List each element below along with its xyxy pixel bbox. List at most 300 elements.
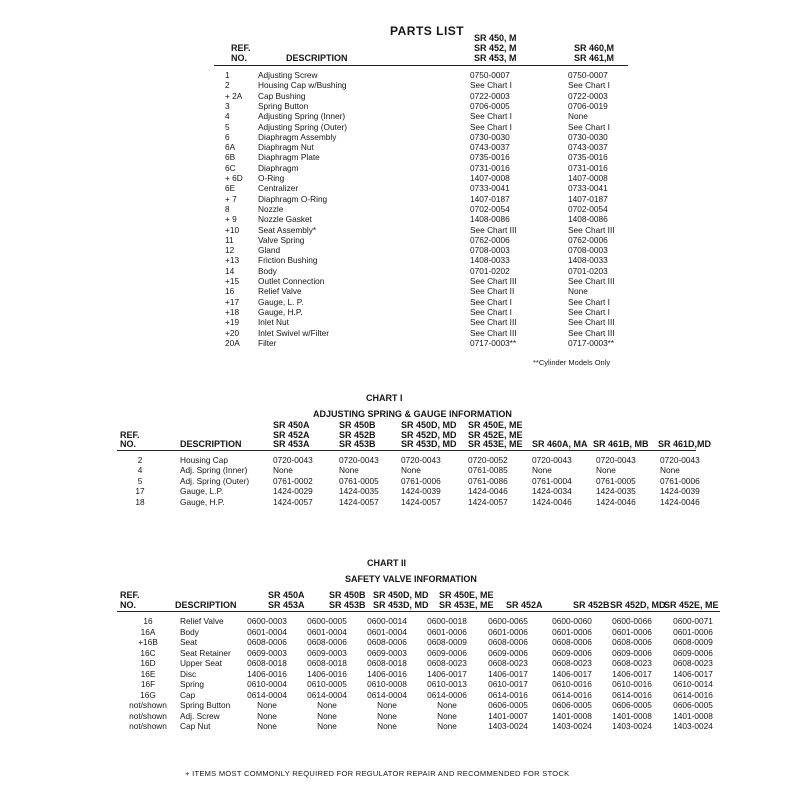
part-description: Gauge, L.P. — [180, 486, 224, 497]
ref-no: 5 — [225, 121, 230, 132]
part-description: Seat — [180, 637, 198, 647]
part-number: 0720-0043 — [532, 455, 572, 465]
part-number: 1407-0008 — [470, 173, 510, 183]
part-number: None — [257, 710, 277, 721]
part-number: 1424-0057 — [401, 496, 441, 507]
ref-no: 16G — [140, 689, 156, 700]
part-description: Diaphragm O-Ring — [258, 193, 328, 204]
part-number: 0609-0003 — [367, 647, 407, 658]
part-number: 0720-0043 — [401, 455, 441, 465]
part-description: Adjusting Screw — [258, 70, 318, 80]
part-number: 0600-0065 — [488, 616, 528, 626]
part-number: 0606-0005 — [612, 700, 652, 710]
ref-no: 1 — [225, 70, 230, 80]
ref-no: + 9 — [225, 214, 237, 225]
ref-no: 6 — [225, 131, 230, 142]
part-number: 0609-0006 — [488, 647, 528, 658]
part-number: 1424-0034 — [532, 486, 572, 497]
chart-i-column-header: SR 452B — [339, 429, 376, 440]
part-number: 0702-0054 — [470, 203, 510, 214]
chart-ii-column-header: NO. — [120, 600, 137, 610]
part-number: 0601-0006 — [673, 626, 713, 637]
ref-no: +20 — [225, 327, 240, 338]
part-number: 0733-0041 — [470, 183, 510, 194]
part-number: 0610-0013 — [427, 679, 467, 689]
chart-i-column-header: SR 453D, MD — [401, 439, 457, 449]
part-number: 1406-0017 — [673, 668, 713, 679]
part-description: Cap Nut — [180, 721, 211, 731]
ref-no: not/shown — [129, 700, 167, 710]
part-number: 0610-0008 — [367, 679, 407, 689]
part-number: None — [377, 721, 397, 731]
part-description: Adj. Spring (Outer) — [180, 475, 250, 486]
part-description: O-Ring — [258, 173, 285, 183]
part-number: 0743-0037 — [568, 142, 608, 153]
part-number: 0600-0018 — [427, 616, 467, 626]
part-number: 1403-0024 — [673, 721, 713, 731]
part-description: Inlet Swivel w/Filter — [258, 327, 330, 338]
part-number: 0731-0016 — [470, 162, 510, 173]
description-header: DESCRIPTION — [286, 53, 348, 63]
ref-header: NO. — [231, 53, 248, 63]
part-number: 0717-0003** — [568, 337, 615, 348]
part-number: None — [532, 465, 552, 476]
part-number: None — [339, 465, 359, 476]
part-number: 1424-0046 — [660, 496, 700, 507]
ref-no: 14 — [225, 265, 235, 276]
part-number: 0608-0023 — [488, 658, 528, 668]
chart-ii-column-header: SR 452B — [573, 600, 610, 610]
part-description: Gauge, L. P. — [258, 296, 304, 307]
ref-no: 20A — [225, 337, 240, 348]
part-number: 0610-0016 — [612, 679, 652, 689]
part-number: See Chart I — [568, 306, 610, 317]
ref-no: 3 — [225, 100, 230, 111]
ref-no: 6E — [225, 183, 236, 194]
part-number: 0720-0043 — [339, 455, 379, 465]
ref-no: 17 — [135, 486, 145, 497]
part-number: 0614-0016 — [552, 689, 592, 700]
part-number: See Chart III — [470, 327, 517, 338]
part-number: 0761-0006 — [660, 475, 700, 486]
part-number: 0702-0054 — [568, 203, 608, 214]
ref-no: + 7 — [225, 193, 237, 204]
stock-recommendation-footnote: + ITEMS MOST COMMONLY REQUIRED FOR REGULATOR REPAIR AND RECOMMENDED FOR STOCK — [185, 769, 570, 778]
chart-ii-column-header: REF. — [120, 590, 140, 600]
ref-no: +10 — [225, 224, 240, 235]
part-number: None — [401, 465, 421, 476]
chart-ii-column-header: SR 450A — [268, 590, 305, 600]
part-description: Nozzle Gasket — [258, 214, 312, 225]
part-number: 0761-0002 — [273, 475, 313, 486]
chart-ii-column-header: SR 453A — [268, 600, 305, 610]
model-header-sr450: SR 453, M — [474, 53, 517, 63]
part-number: See Chart III — [470, 224, 517, 235]
part-number: None — [660, 465, 680, 476]
part-number: 0761-0006 — [401, 475, 441, 486]
chart-ii-column-header: SR 452E, ME — [664, 600, 719, 610]
part-description: Spring — [180, 679, 204, 689]
part-number: 0614-0004 — [247, 689, 287, 700]
part-number: 0706-0005 — [470, 100, 510, 111]
ref-no: 6B — [225, 152, 236, 163]
part-number: None — [257, 721, 277, 731]
part-number: 0608-0023 — [673, 658, 713, 668]
part-number: 0708-0003 — [568, 245, 608, 256]
part-number: 0614-0016 — [673, 689, 713, 700]
part-number: None — [273, 465, 293, 476]
part-number: None — [377, 710, 397, 721]
part-number: 0614-0016 — [612, 689, 652, 700]
part-number: 1424-0039 — [660, 486, 700, 497]
part-description: Spring Button — [180, 700, 231, 710]
part-number: 1403-0024 — [488, 721, 528, 731]
part-description: Diaphragm Nut — [258, 142, 314, 153]
part-number: 0610-0004 — [247, 679, 287, 689]
ref-no: 18 — [135, 496, 145, 507]
part-number: 0762-0006 — [568, 234, 608, 245]
part-number: See Chart I — [568, 296, 610, 307]
part-number: 0601-0004 — [247, 626, 287, 637]
part-description: Disc — [180, 668, 197, 679]
part-number: None — [568, 286, 588, 297]
part-number: 0606-0005 — [673, 700, 713, 710]
part-number: 0608-0006 — [552, 637, 592, 647]
chart-ii-column-header: SR 453D, MD — [373, 600, 429, 610]
part-number: 0761-0005 — [339, 475, 379, 486]
part-description: Gauge, H.P. — [180, 496, 225, 507]
part-description: Diaphragm — [258, 162, 299, 173]
part-number: See Chart I — [470, 121, 512, 132]
part-number: 1424-0057 — [273, 496, 313, 507]
part-number: 0608-0006 — [612, 637, 652, 647]
part-number: 0601-0006 — [552, 626, 592, 637]
part-number: 1408-0033 — [568, 255, 608, 266]
part-number: See Chart I — [470, 296, 512, 307]
ref-no: 6C — [225, 162, 236, 173]
part-number: 0720-0052 — [468, 455, 508, 465]
part-description: Gauge, H.P. — [258, 306, 303, 317]
part-number: 1424-0057 — [468, 496, 508, 507]
part-number: 0614-0006 — [427, 689, 467, 700]
part-number: 0606-0005 — [488, 700, 528, 710]
ref-no: +17 — [225, 296, 240, 307]
part-number: 1406-0016 — [247, 668, 287, 679]
part-number: 0601-0006 — [427, 626, 467, 637]
part-number: 0761-0085 — [468, 465, 508, 476]
part-number: 0600-0066 — [612, 616, 652, 626]
part-number: 1424-0035 — [596, 486, 636, 497]
part-number: 0610-0014 — [673, 679, 713, 689]
part-number: 0730-0030 — [568, 131, 608, 142]
part-description: Seat Retainer — [180, 647, 231, 658]
ref-no: 16D — [140, 658, 156, 668]
part-number: See Chart III — [568, 224, 615, 235]
part-description: Adjusting Spring (Outer) — [258, 121, 348, 132]
part-number: 0735-0016 — [470, 152, 510, 163]
part-number: 0608-0023 — [612, 658, 652, 668]
chart-ii-column-header: SR 452A — [506, 600, 543, 610]
ref-no: 11 — [225, 234, 234, 245]
ref-no: 8 — [225, 203, 230, 214]
part-number: 0601-0006 — [488, 626, 528, 637]
part-number: 0614-0004 — [307, 689, 347, 700]
ref-no: +15 — [225, 276, 240, 286]
ref-no: 16 — [225, 286, 235, 297]
model-header-sr460: SR 460,M — [574, 43, 615, 53]
part-number: See Chart III — [470, 276, 517, 286]
chart-ii-column-header: DESCRIPTION — [175, 600, 237, 610]
chart-ii-subtitle: SAFETY VALVE INFORMATION — [345, 574, 477, 584]
part-number: 0722-0003 — [470, 90, 510, 101]
chart-ii-header-rule — [117, 611, 720, 612]
part-number: 1407-0187 — [568, 193, 608, 204]
part-number: 0608-0006 — [247, 637, 287, 647]
part-number: 0608-0023 — [552, 658, 592, 668]
part-number: 0608-0006 — [307, 637, 347, 647]
ref-no: +18 — [225, 306, 240, 317]
part-description: Filter — [258, 337, 277, 348]
part-number: See Chart III — [568, 327, 615, 338]
part-description: Spring Button — [258, 100, 309, 111]
part-number: 1407-0187 — [470, 193, 510, 204]
part-number: 1401-0008 — [552, 710, 592, 721]
part-description: Adj. Spring (Inner) — [180, 465, 248, 476]
part-number: 1424-0046 — [532, 496, 572, 507]
chart-ii-column-header: SR 450E, ME — [439, 590, 494, 600]
chart-i-column-header: DESCRIPTION — [180, 439, 242, 449]
part-description: Gland — [258, 245, 281, 256]
part-number: None — [568, 111, 588, 122]
ref-no: + 6D — [225, 173, 243, 183]
ref-no: +13 — [225, 255, 240, 266]
part-description: Nozzle — [258, 203, 284, 214]
part-number: 1406-0017 — [612, 668, 652, 679]
chart-i-column-header: REF. — [120, 429, 140, 440]
part-number: 0600-0071 — [673, 616, 713, 626]
part-number: None — [437, 700, 457, 710]
chart-ii-column-header: SR 450D, MD — [373, 590, 429, 600]
part-number: 0750-0007 — [470, 70, 510, 80]
part-number: 0608-0018 — [367, 658, 407, 668]
chart-ii-column-header: SR 453B — [329, 600, 366, 610]
part-number: 0762-0006 — [470, 234, 510, 245]
chart-i-column-header: SR 461B, MB — [593, 439, 649, 449]
part-number: 0730-0030 — [470, 131, 510, 142]
model-header-sr460: SR 461,M — [574, 53, 615, 63]
chart-i-column-header: SR 453E, ME — [468, 439, 523, 449]
chart-ii-column-header: SR 453E, ME — [439, 600, 494, 610]
part-description: Body — [258, 265, 277, 276]
part-number: 1424-0046 — [468, 486, 508, 497]
part-number: None — [437, 710, 457, 721]
part-number: 1406-0016 — [367, 668, 407, 679]
chart-i-column-header: SR 460A, MA — [532, 439, 588, 449]
part-number: 0600-0003 — [247, 616, 287, 626]
part-number: 1424-0035 — [339, 486, 379, 497]
part-description: Relief Valve — [180, 616, 224, 626]
part-number: See Chart I — [568, 80, 610, 91]
chart-i-column-header: SR 453B — [339, 439, 376, 449]
part-description: Housing Cap — [180, 455, 228, 465]
model-header-sr450: SR 452, M — [474, 43, 517, 53]
part-number: 0600-0005 — [307, 616, 347, 626]
part-number: See Chart I — [568, 121, 610, 132]
part-number: 0701-0203 — [568, 265, 608, 276]
part-number: 0608-0009 — [673, 637, 713, 647]
part-number: 0600-0014 — [367, 616, 407, 626]
part-number: 1407-0008 — [568, 173, 608, 183]
part-description: Adj. Screw — [180, 710, 220, 721]
part-number: 0609-0006 — [552, 647, 592, 658]
part-number: 0610-0016 — [552, 679, 592, 689]
part-description: Outlet Connection — [258, 276, 325, 286]
part-number: None — [596, 465, 616, 476]
ref-no: + 2A — [225, 90, 243, 101]
part-description: Adjusting Spring (Inner) — [258, 111, 346, 122]
ref-no: 4 — [225, 111, 230, 122]
part-number: 1424-0039 — [401, 486, 441, 497]
part-number: 0601-0006 — [612, 626, 652, 637]
chart-i-header-rule — [117, 450, 696, 451]
part-description: Cap Bushing — [258, 90, 306, 101]
part-number: 0735-0016 — [568, 152, 608, 163]
part-description: Centralizer — [258, 183, 299, 194]
ref-no: 2 — [137, 455, 143, 465]
part-number: 0720-0043 — [273, 455, 313, 465]
part-number: 1401-0008 — [673, 710, 713, 721]
part-description: Friction Bushing — [258, 255, 318, 266]
parts-list-header-rule — [214, 65, 628, 66]
part-number: 0761-0086 — [468, 475, 508, 486]
ref-no: 16F — [140, 679, 156, 689]
ref-no: 16E — [140, 668, 156, 679]
part-number: 1401-0007 — [488, 710, 528, 721]
part-number: 0606-0005 — [552, 700, 592, 710]
part-number: 1406-0017 — [552, 668, 592, 679]
part-number: 1424-0046 — [596, 496, 636, 507]
chart-i-column-header: SR 461D,MD — [658, 439, 712, 449]
chart-i-column-header: SR 450E, ME — [468, 420, 523, 430]
part-number: 0750-0007 — [568, 70, 608, 80]
part-description: Housing Cap w/Bushing — [258, 80, 347, 91]
part-number: None — [317, 710, 337, 721]
part-number: None — [257, 700, 277, 710]
part-number: 0608-0018 — [247, 658, 287, 668]
part-number: 1403-0024 — [612, 721, 652, 731]
part-number: See Chart I — [470, 306, 512, 317]
part-number: 1401-0008 — [612, 710, 652, 721]
part-number: 1424-0057 — [339, 496, 379, 507]
part-description: Seat Assembly* — [258, 224, 317, 235]
ref-no: +19 — [225, 317, 240, 328]
chart-ii-column-header: SR 450B — [329, 590, 366, 600]
part-number: 0609-0006 — [612, 647, 652, 658]
chart-i-subtitle: ADJUSTING SPRING & GAUGE INFORMATION — [313, 409, 512, 419]
part-number: 0608-0009 — [427, 637, 467, 647]
part-number: 0701-0202 — [470, 265, 510, 276]
ref-no: +16B — [138, 637, 158, 647]
ref-no: 16A — [140, 626, 156, 637]
part-number: 0720-0043 — [660, 455, 700, 465]
chart-i-title: CHART I — [366, 393, 403, 403]
part-number: See Chart I — [470, 111, 512, 122]
ref-no: 16 — [143, 616, 153, 626]
part-description: Relief Valve — [258, 286, 302, 297]
part-number: 0614-0016 — [488, 689, 528, 700]
parts-list-title: PARTS LIST — [390, 24, 465, 38]
part-number: 0720-0043 — [596, 455, 636, 465]
ref-no: 5 — [137, 475, 143, 486]
part-number: 1406-0017 — [427, 668, 467, 679]
part-number: 0610-0005 — [307, 679, 347, 689]
part-number: 1403-0024 — [552, 721, 592, 731]
part-number: See Chart I — [470, 80, 512, 91]
model-header-sr450: SR 450, M — [474, 33, 517, 43]
part-number: 0733-0041 — [568, 183, 608, 194]
ref-header: REF. — [231, 43, 251, 53]
part-number: 0601-0004 — [307, 626, 347, 637]
part-description: Cap — [180, 689, 196, 700]
ref-no: not/shown — [129, 721, 167, 731]
part-number: See Chart III — [568, 317, 615, 328]
part-number: None — [317, 700, 337, 710]
part-number: 1424-0029 — [273, 486, 313, 497]
part-number: See Chart III — [568, 276, 615, 286]
chart-ii-column-header: SR 452D, MD — [610, 600, 666, 610]
chart-i-column-header: SR 450B — [339, 420, 376, 430]
part-number: 0614-0004 — [367, 689, 407, 700]
part-number: None — [317, 721, 337, 731]
part-number: 0609-0003 — [247, 647, 287, 658]
part-number: 0743-0037 — [470, 142, 510, 153]
part-number: 0610-0017 — [488, 679, 528, 689]
chart-i-column-header: NO. — [120, 439, 137, 449]
ref-no: 6A — [225, 142, 236, 153]
part-number: 1408-0086 — [568, 214, 608, 225]
part-number: None — [377, 700, 397, 710]
part-description: Valve Spring — [258, 234, 305, 245]
chart-i-column-header: SR 452A — [273, 429, 310, 440]
part-number: 0609-0006 — [673, 647, 713, 658]
part-number: 1408-0086 — [470, 214, 510, 225]
part-description: Diaphragm Assembly — [258, 131, 337, 142]
part-number: 0731-0016 — [568, 162, 608, 173]
part-number: 0600-0060 — [552, 616, 592, 626]
part-number: See Chart III — [470, 317, 517, 328]
chart-ii-title: CHART II — [367, 558, 406, 568]
chart-i-column-header: SR 452D, MD — [401, 429, 457, 440]
part-number: 0608-0023 — [427, 658, 467, 668]
part-number: 1406-0016 — [307, 668, 347, 679]
chart-i-column-header: SR 450A — [273, 420, 310, 430]
ref-no: 12 — [225, 245, 235, 256]
part-number: See Chart II — [470, 286, 515, 297]
part-number: 0761-0005 — [596, 475, 636, 486]
cylinder-models-note: **Cylinder Models Only — [533, 358, 611, 367]
part-number: 0761-0004 — [532, 475, 572, 486]
part-number: None — [437, 721, 457, 731]
chart-i-column-header: SR 450D, MD — [401, 420, 457, 430]
part-number: 0722-0003 — [568, 90, 608, 101]
part-description: Diaphragm Plate — [258, 152, 320, 163]
ref-no: 2 — [225, 80, 230, 91]
part-description: Inlet Nut — [258, 317, 289, 328]
part-number: 0608-0006 — [367, 637, 407, 647]
part-number: 1406-0017 — [488, 668, 528, 679]
chart-i-column-header: SR 452E, ME — [468, 429, 523, 440]
part-number: 1408-0033 — [470, 255, 510, 266]
